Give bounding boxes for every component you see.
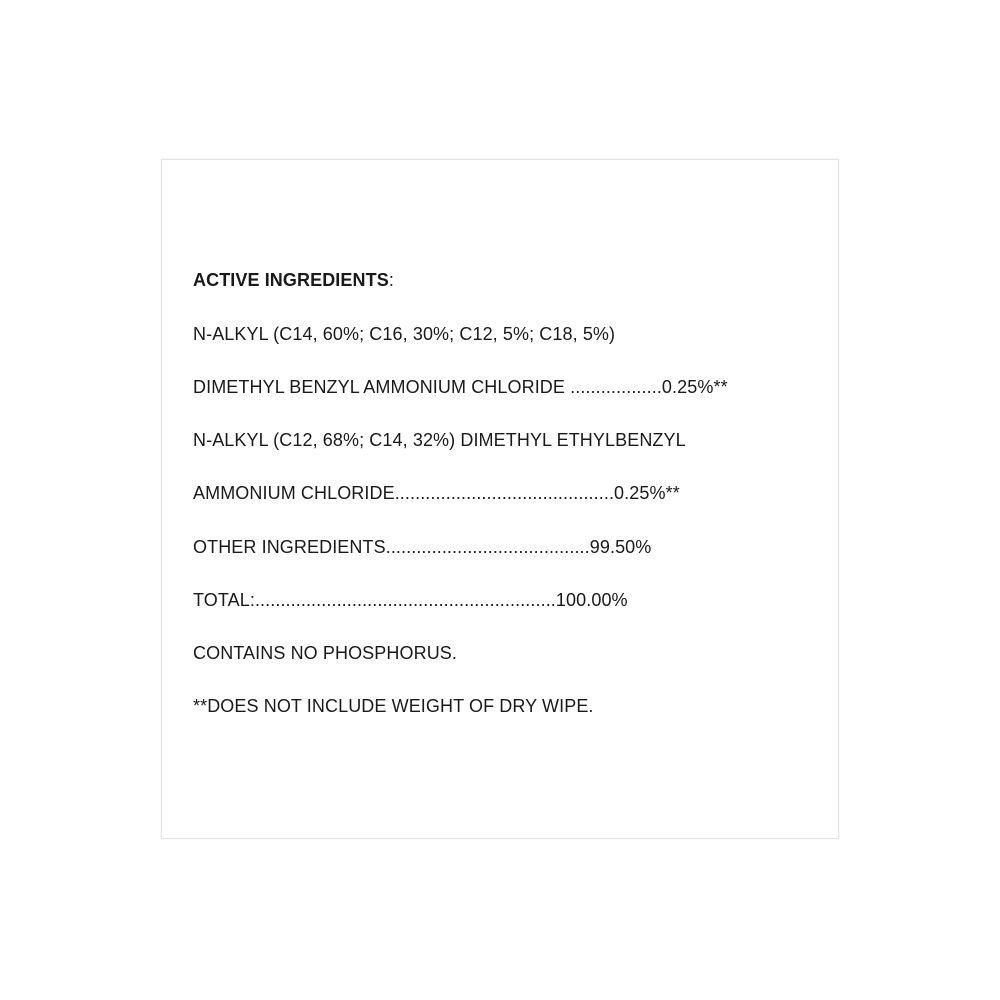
- ingredient-line-1: N-ALKYL (C14, 60%; C16, 30%; C12, 5%; C18, 5%): [193, 324, 616, 344]
- dry-wipe-footnote: **DOES NOT INCLUDE WEIGHT OF DRY WIPE.: [193, 696, 594, 716]
- ingredient-line-2: DIMETHYL BENZYL AMMONIUM CHLORIDE ..................0.25%**: [193, 377, 728, 397]
- ingredients-label-card: [161, 159, 839, 839]
- ingredient-line-3: N-ALKYL (C12, 68%; C14, 32%) DIMETHYL ETHYLBENZYL: [193, 430, 686, 450]
- total-line: TOTAL:...........................................................100.00%: [193, 590, 628, 610]
- heading-colon: :: [388, 270, 394, 290]
- ingredient-line-4: AMMONIUM CHLORIDE...........................................0.25%**: [193, 483, 680, 503]
- heading-text: ACTIVE INGREDIENTS: [193, 270, 389, 290]
- other-ingredients-line: OTHER INGREDIENTS........................................99.50%: [193, 537, 652, 557]
- active-ingredients-heading: [193, 271, 394, 289]
- phosphorus-note: CONTAINS NO PHOSPHORUS.: [193, 643, 457, 663]
